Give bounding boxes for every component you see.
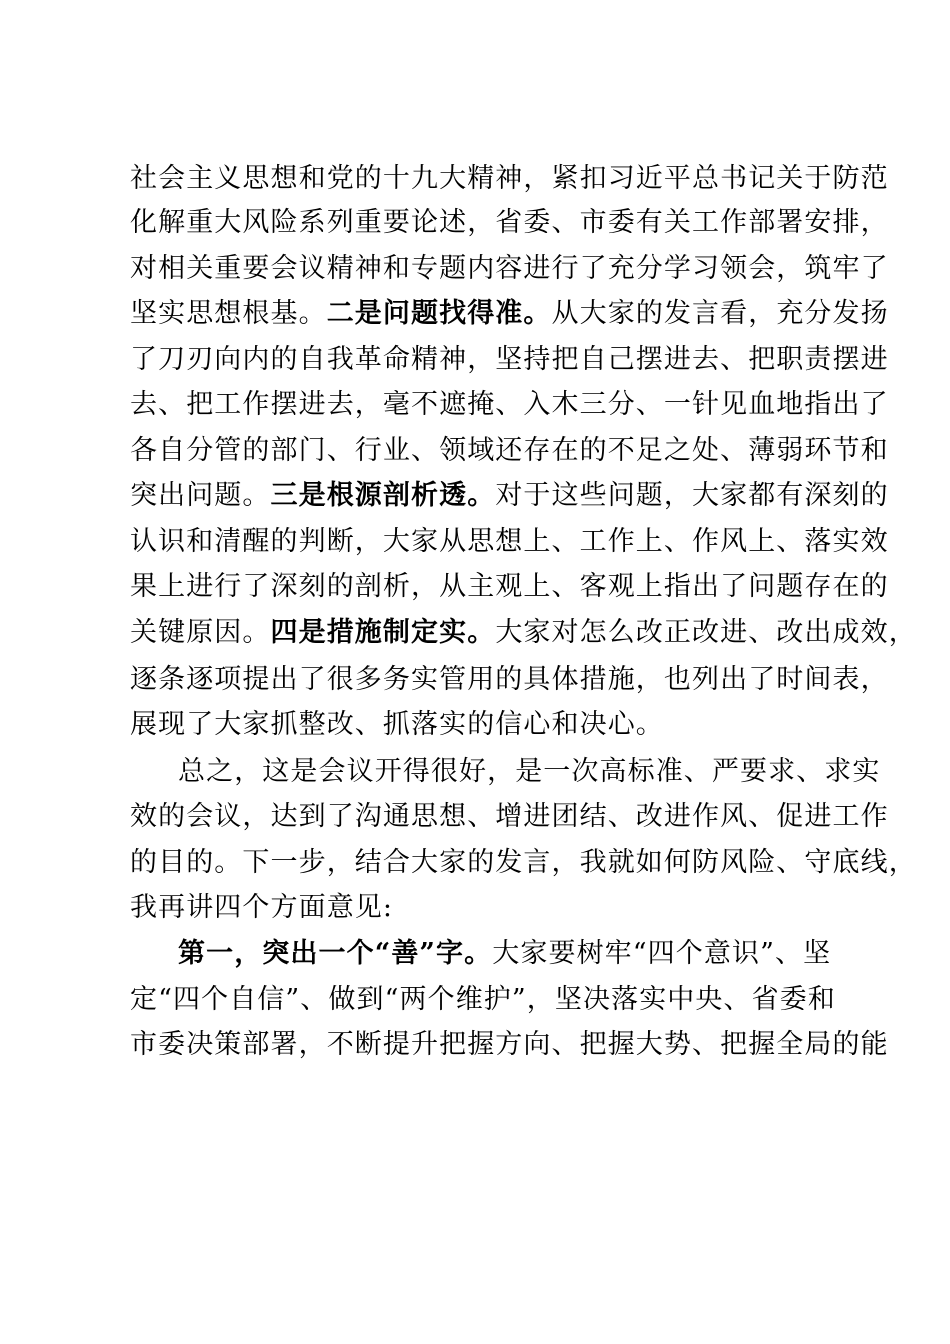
body-text: 去、把工作摆进去，毫不遮掩、入木三分、一针见血地指出了 (130, 389, 889, 420)
body-text: 对相关重要会议精神和专题内容进行了充分学习领会，筑牢了 (130, 253, 889, 284)
body-text: 大家对怎么改正改进、改出成效， (495, 617, 917, 648)
text-line (130, 1025, 889, 1065)
text-line (130, 340, 889, 380)
bold-heading-text: 第一，突出一个“善”字。 (178, 938, 493, 969)
text-line (130, 980, 836, 1020)
body-text: 关键原因。 (130, 617, 271, 648)
body-text: 定“四个自信”、做到“两个维护”，坚决落实中央、省委和 (130, 984, 836, 1015)
text-line (178, 752, 881, 792)
text-line (130, 159, 889, 199)
body-text: 我再讲四个方面意见: (130, 892, 394, 923)
text-line (130, 888, 830, 928)
body-text: 了刀刃向内的自我革命精神，坚持把自己摆进去、把职责摆进 (130, 344, 889, 375)
bold-heading-text: 三是根源剖析透。 (270, 480, 496, 511)
text-line (178, 934, 830, 974)
body-text: 从大家的发言看，充分发扬 (551, 298, 889, 329)
body-text: 的目的。下一步，结合大家的发言，我就如何防风险、守底线， (130, 847, 917, 878)
body-text: 展现了大家抓整改、抓落实的信心和决心。 (130, 709, 664, 740)
body-text: 市委决策部署，不断提升把握方向、把握大势、把握全局的能 (130, 1029, 889, 1060)
text-line (130, 797, 889, 837)
body-text: 总之，这是会议开得很好，是一次高标准、严要求、求实 (178, 756, 881, 787)
bold-heading-text: 二是问题找得准。 (326, 298, 552, 329)
body-text: 突出问题。 (130, 480, 271, 511)
text-line (130, 705, 830, 745)
text-line (130, 431, 889, 471)
text-line (130, 843, 917, 883)
text-line (130, 613, 917, 653)
body-text: 认识和清醒的判断，大家从思想上、工作上、作风上、落实效 (130, 526, 889, 557)
text-line (130, 249, 889, 289)
body-text: 坚实思想根基。 (130, 298, 327, 329)
text-line (130, 522, 889, 562)
bold-heading-text: 四是措施制定实。 (270, 617, 496, 648)
body-text: 社会主义思想和党的十九大精神，紧扣习近平总书记关于防范 (130, 163, 889, 194)
text-line (130, 294, 889, 334)
text-line (130, 476, 889, 516)
body-text: 对于这些问题，大家都有深刻的 (495, 480, 889, 511)
body-text: 化解重大风险系列重要论述，省委、市委有关工作部署安排， (130, 207, 889, 238)
body-text: 果上进行了深刻的剖析，从主观上、客观上指出了问题存在的 (130, 571, 889, 602)
body-text: 大家要树牢“四个意识”、坚 (492, 938, 832, 969)
text-line (130, 660, 889, 700)
text-line (130, 203, 889, 243)
text-line (130, 385, 889, 425)
body-text: 效的会议，达到了沟通思想、增进团结、改进作风、促进工作 (130, 801, 889, 832)
text-line (130, 567, 889, 607)
body-text: 逐条逐项提出了很多务实管用的具体措施，也列出了时间表， (130, 664, 889, 695)
body-text: 各自分管的部门、行业、领域还存在的不足之处、薄弱环节和 (130, 435, 889, 466)
